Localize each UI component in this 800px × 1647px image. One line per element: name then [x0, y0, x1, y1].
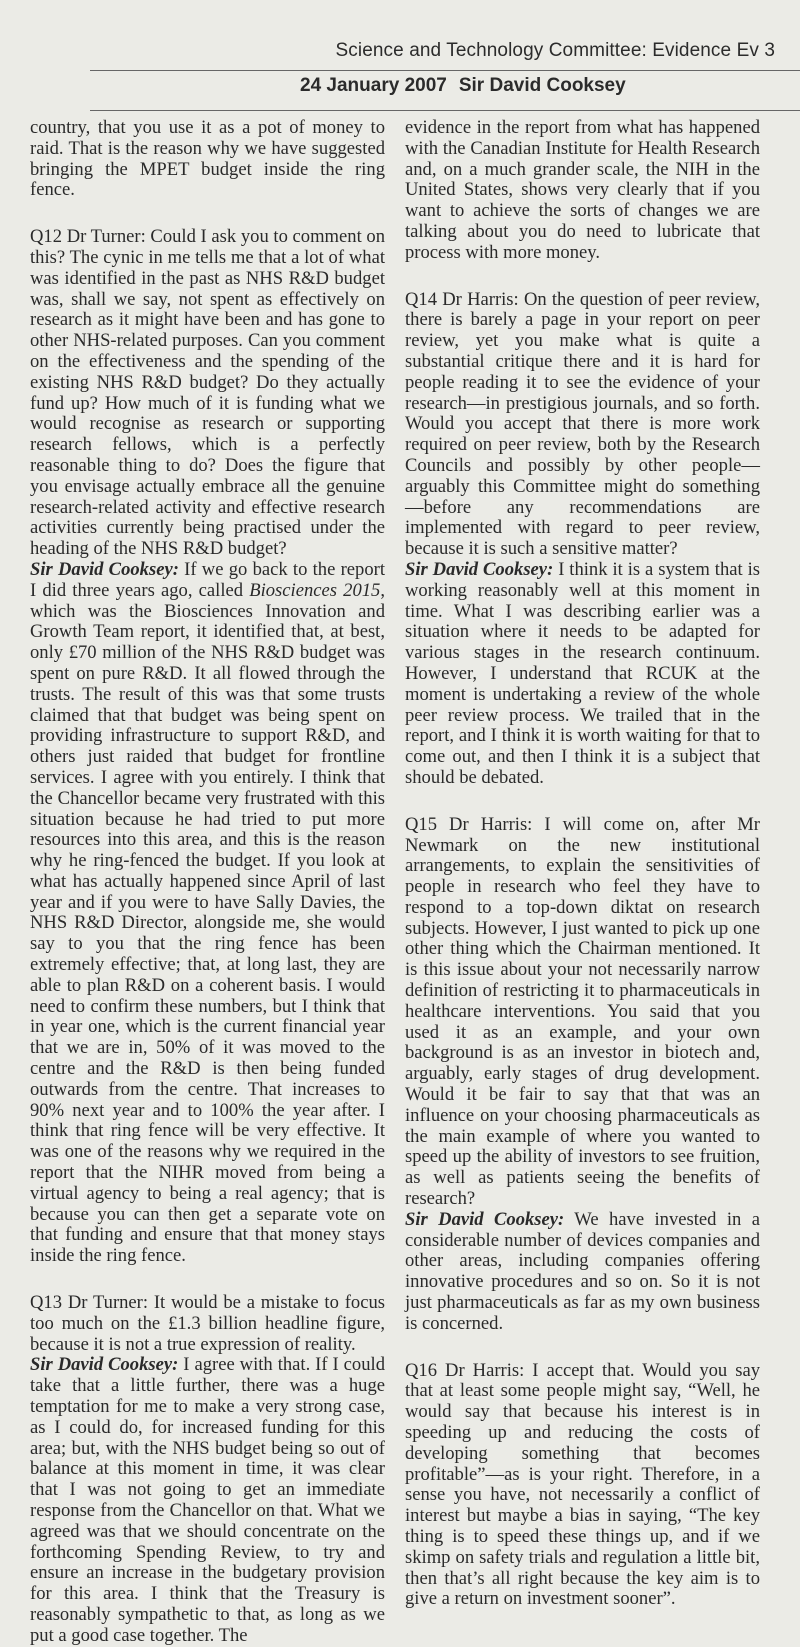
answer-text-before: If we go back to the report I did three years ago, called: [30, 558, 385, 601]
question-label: Q16 Dr Harris:: [405, 1359, 525, 1381]
question-text: I will come on, after Mr Newmark on the new institutional arrangements, to explain the sensitivities of people in research who feel they have to respond to a top-down diktat on research subjects. However, I just wanted to pick up one other thing which the Chairman mentioned. It is this issue about your not necessarily narrow definition of restricting it to pharmaceuticals in healthcare interventions. You said that you used it as an example, and your own background is as an investor in biotech and, arguably, early stages of drug development. Would it be fair to say that that was an influence on your choosing pharmaceuticals as the main example of where you wanted to speed up the ability of investors to see fruition, as well as patients seeing the benefits of research?: [405, 813, 760, 1210]
answer-q14: [405, 560, 760, 789]
answer-q15: [405, 1210, 760, 1335]
question-text: On the question of peer review, there is barely a page in your report on peer review, yet you make what is quite a substantial critique there and it is hard for people reading it to see the evidence of your research—in prestigious journals, and so forth. Would you accept that there is more work required on peer review, both by the Research Councils and possibly by other people—arguably this Committee might do something—before any recommendations are implemented with regard to peer review, because it is such a sensitive matter?: [405, 288, 760, 560]
question-q16: [405, 1361, 760, 1611]
question-text: I accept that. Would you say that at least some people might say, “Well, he would say that because his interest is in speeding up and reducing the costs of developing something that becomes profitable”—as is your right. Therefore, in a sense you have, not necessarily a conflict of interest but maybe a bias in saying, “The key thing is to speed these things up, and if we skimp on safety trials and regulation a little bit, then that’s all right because the key aim is to give a return on investment sooner”.: [405, 1359, 760, 1610]
answer-q13: [30, 1355, 385, 1646]
answer-text: We have invested in a considerable number of devices companies and other areas, including companies offering innovative procedures and so on. So it is not just pharmaceuticals as far as my own business is concerned.: [405, 1208, 760, 1334]
running-head: [0, 0, 800, 96]
question-label: Q12 Dr Turner:: [30, 226, 146, 248]
running-head-title: Science and Technology Committee: Evidence Ev 3: [335, 40, 775, 61]
question-label: Q14 Dr Harris:: [405, 288, 519, 310]
answer-text: I think it is a system that is working reasonably well at this moment in time. What I was describing earlier was a situation where it needs to be adapted for various stages in the research continuum. However, I understand that RCUK at the moment is undertaking a review of the whole peer review process. We trailed that in the report, and I think it is worth waiting for that to come out, and then I think it is a subject that should be debated.: [405, 558, 760, 788]
question-text: It would be a mistake to focus too much on the £1.3 billion headline figure, because it is not a true expression of reality.: [30, 1292, 385, 1355]
answer-text-after: , which was the Biosciences Innovation and Growth Team report, it identified that, at best, only £70 million of the NHS R&D budget was spent on pure R&D. It all flowed through the trusts. The result of this was that some trusts claimed that that budget was being spent on providing infrastructure to support R&D, and others just raided that budget for frontline services. I agree with you entirely. I think that the Chancellor became very frustrated with this situation because he had tried to put more resources into this area, and this is the reason why he ring-fenced the budget. If you look at what has actually happened since April of last year and if you were to have Sally Davies, the NHS R&D Director, alongside me, she would say to you that the ring fence has been extremely effective; that, at long last, they are able to plan R&D on a coherent basis. I would need to confirm these numbers, but I think that in year one, which is the current financial year that we are in, 50% of it was moved to the centre and the R&D is then being funded outwards from the centre. That increases to 90% next year and to 100% the year after. I think that ring fence will be very effective. It was one of the reasons why we required in the report that the NIHR moved from being a virtual agency to being a real agency; that is because you can then get a separate vote on that funding and ensure that that money stays inside the ring fence.: [30, 579, 385, 1267]
right-column: [405, 118, 760, 1610]
question-q13: [30, 1293, 385, 1355]
witness-name: Sir David Cooksey: [458, 75, 626, 96]
header-rule-top: [90, 70, 800, 71]
session-heading: [300, 75, 626, 97]
answer-q12: [30, 560, 385, 1267]
question-q12: [30, 227, 385, 560]
answer-text: I agree with that. If I could take that a little further, there was a huge temptation for me to make a very strong case, as I could do, for increased funding for this area; but, with the NHS budget being so out of balance at this moment in time, it was clear that I was not going to get an immediate response from the Chancellor on that. What we agreed was that we should concentrate on the forthcoming Spending Review, to try and ensure an increase in the budgetary provision for this area. I think that the Treasury is reasonably sympathetic to that, as long as we put a good case together. The: [30, 1354, 385, 1646]
paragraph-continuation: evidence in the report from what has happened with the Canadian Institute for Health Research and, on a much grander scale, the NIH in the United States, shows very clearly that if you want to achieve the sorts of changes we are talking about you do need to lubricate that process with more money.: [405, 117, 760, 263]
question-q14: [405, 290, 760, 560]
answer-speaker: Sir David Cooksey:: [30, 558, 179, 580]
answer-speaker: Sir David Cooksey:: [405, 1208, 565, 1230]
report-title: Biosciences 2015: [249, 579, 381, 601]
paragraph-continuation: country, that you use it as a pot of money to raid. That is the reason why we have suggested bringing the MPET budget inside the ring fence.: [30, 117, 385, 201]
answer-speaker: Sir David Cooksey:: [30, 1354, 179, 1376]
question-label: Q15 Dr Harris:: [405, 813, 533, 835]
header-rule-bottom: [90, 110, 800, 111]
question-q15: [405, 815, 760, 1210]
question-label: Q13 Dr Turner:: [30, 1292, 149, 1314]
answer-speaker: Sir David Cooksey:: [405, 558, 554, 580]
left-column: [30, 118, 385, 1647]
question-text: Could I ask you to comment on this? The cynic in me tells me that a lot of what was identified in the past as NHS R&D budget was, shall we say, not spent as effectively on research as it might have been and has gone to other NHS-related purposes. Can you comment on the effectiveness and the spending of the existing NHS R&D budget? Do they actually fund up? How much of it is funding what we would recognise as research or supporting research fellows, which is a perfectly reasonable thing to do? Does the figure that you envisage actually embrace all the genuine research-related activity and effective research activities currently being practised under the heading of the NHS R&D budget?: [30, 226, 385, 560]
session-date: 24 January 2007: [300, 75, 447, 96]
